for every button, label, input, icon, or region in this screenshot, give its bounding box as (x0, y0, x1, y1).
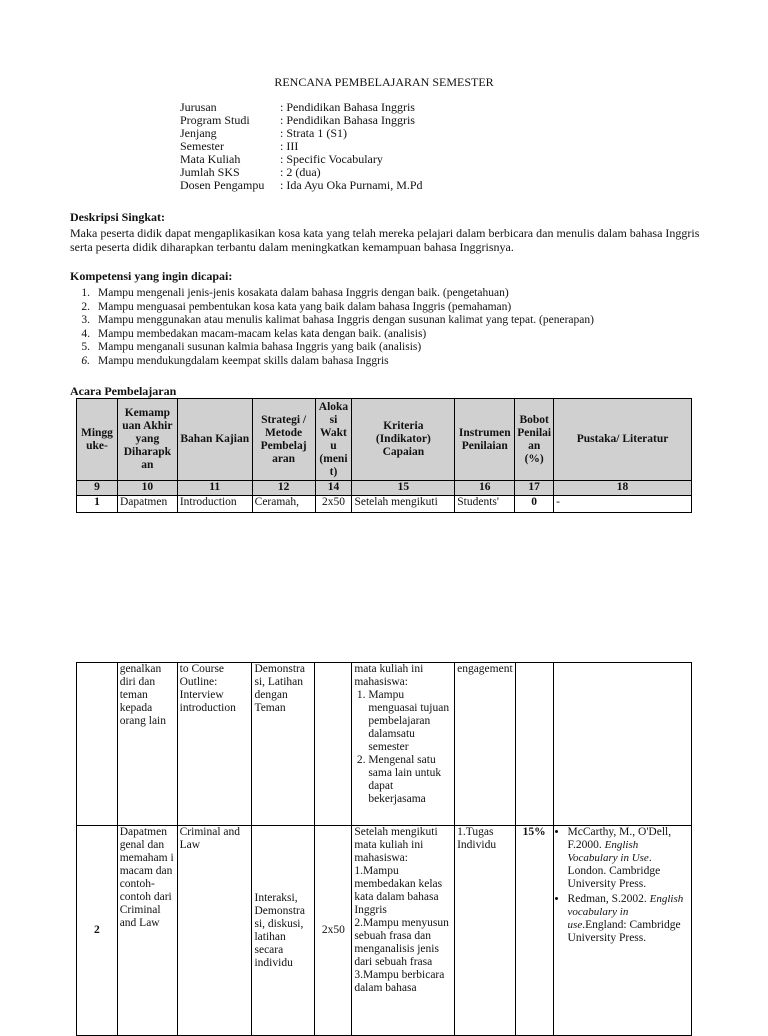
table-cell (553, 663, 691, 826)
table-cell: 15% (515, 826, 553, 1036)
reference-publisher: . London. Cambridge University Press. (567, 852, 661, 890)
list-text: Mampu mendukungdalam keempat skills dalam bahasa Inggris (98, 354, 389, 367)
table-cell (352, 663, 455, 826)
table-cell: engagement (455, 663, 516, 826)
column-header: Instrumen Penilaian (455, 399, 515, 481)
reference-item (568, 893, 689, 945)
info-label: Jenjang (180, 126, 217, 140)
table-cell (352, 826, 455, 1036)
table-cell: Interaksi, Demonstra si, diskusi, latihan secara individu (252, 826, 315, 1036)
list-item (70, 287, 594, 301)
cell-intro: mata kuliah ini mahasiswa: (354, 663, 424, 688)
column-header: Strategi / Metode Pembelaj aran (252, 399, 315, 481)
deskripsi-text: Maka peserta didik dapat mengaplikasikan kosa kata yang telah mereka pelajari dalam berbicara dan menulis dalam bahasa Inggris serta peserta didik diharapkan terbantu dalam meningkatkan kemampuan bahasa Inggrisnya. (70, 226, 700, 254)
info-row (180, 179, 423, 192)
acara-table-continued (76, 662, 692, 1036)
info-value: : Strata 1 (S1) (280, 126, 347, 140)
reference-list (556, 826, 689, 945)
info-label: Jumlah SKS (180, 165, 240, 179)
table-cell: 0 (515, 496, 554, 513)
column-header: Aloka si Wakt u (meni t) (315, 399, 352, 481)
list-item: 1.Mampu membedakan kelas kata dalam bahasa Inggris (354, 865, 443, 916)
column-number: 11 (177, 481, 252, 496)
info-value: : Ida Ayu Oka Purnami, M.Pd (280, 178, 423, 192)
table-cell: 2 (77, 826, 118, 1036)
table-cell: Ceramah, (252, 496, 315, 513)
table-cell (553, 826, 691, 1036)
column-number: 17 (515, 481, 554, 496)
info-label: Program Studi (180, 113, 250, 127)
cell-intro: Setelah mengikuti mata kuliah ini mahasiswa: (354, 826, 438, 864)
reference-item (568, 826, 689, 891)
column-number-row (77, 481, 692, 496)
document-title: RENCANA PEMBELAJARAN SEMESTER (274, 75, 494, 89)
table-cell: Demonstra si, Latihan dengan Teman (252, 663, 315, 826)
info-label: Jurusan (180, 100, 217, 114)
table-cell: to Course Outline: Interview introduction (177, 663, 252, 826)
table-cell: Introduction (177, 496, 252, 513)
table-cell: Students' (455, 496, 515, 513)
column-header: Bahan Kajian (177, 399, 252, 481)
info-value: : Pendidikan Bahasa Inggris (280, 113, 415, 127)
table-row (77, 496, 692, 513)
column-number: 15 (352, 481, 455, 496)
list-item (70, 301, 594, 315)
list-item (70, 341, 594, 355)
column-number: 9 (77, 481, 118, 496)
reference-title: English Vocabulary in Use (567, 839, 649, 864)
list-number: 3. (81, 314, 90, 326)
list-text: Mampu mengenali jenis-jenis kosakata dalam bahasa Inggris dengan baik. (pengetahuan) (98, 287, 509, 299)
info-value: : Specific Vocabulary (280, 152, 383, 166)
reference-author: McCarthy, M., O'Dell, F.2000. (567, 826, 672, 851)
kompetensi-heading: Kompetensi yang ingin dicapai: (70, 269, 233, 283)
reference-title: English vocabulary in use (567, 893, 684, 931)
column-number: 12 (252, 481, 315, 496)
info-value: : 2 (dua) (280, 165, 321, 179)
column-header: Kriteria (Indikator) Capaian (352, 399, 455, 481)
table-cell (515, 663, 553, 826)
list-number: 2. (81, 300, 90, 313)
list-number: 5. (81, 341, 90, 353)
list-text: Mampu menganali susunan kalmia bahasa Inggris yang baik (analisis) (98, 341, 422, 353)
table-cell: 1.Tugas Individu (455, 826, 516, 1036)
reference-author: Redman, S.2002. (567, 893, 647, 905)
table-row (77, 826, 692, 1036)
list-number: 1. (81, 287, 90, 299)
column-number: 18 (554, 481, 692, 496)
list-item (70, 355, 594, 369)
kompetensi-list (70, 287, 594, 368)
table-cell (77, 663, 118, 826)
table-cell: - (554, 496, 692, 513)
list-item: 1. Mampu menguasai tujuan pembelajaran dalamsatu semester (368, 689, 452, 754)
list-number: 4. (81, 327, 90, 340)
list-text: Mampu membedakan macam-macam kelas kata dengan baik. (analisis) (98, 327, 427, 340)
list-text: Mampu menguasai pembentukan kosa kata yang baik dalam bahasa Inggris (pemahaman) (98, 300, 512, 313)
column-header: Pustaka/ Literatur (554, 399, 692, 481)
list-item (70, 328, 594, 342)
table-cell: genalkan diri dan teman kepada orang lain (117, 663, 177, 826)
info-value: : Pendidikan Bahasa Inggris (280, 100, 415, 114)
list-item: 2.Mampu menyusun sebuah frasa dan menganalisis jenis dari sebuah frasa (354, 917, 449, 968)
column-number: 10 (117, 481, 177, 496)
table-header-row (77, 399, 692, 481)
column-header: Bobot Penilai an (%) (515, 399, 554, 481)
course-info (180, 101, 423, 192)
list-text: Mampu menggunakan atau menulis kalimat bahasa Inggris dengan susunan kalimat yang tepat. (penerapan) (98, 314, 594, 326)
deskripsi-heading: Deskripsi Singkat: (70, 210, 166, 224)
reference-publisher: .England: Cambridge University Press. (567, 919, 681, 944)
table-cell (315, 663, 352, 826)
criteria-list (354, 689, 452, 806)
table-cell: 1 (77, 496, 118, 513)
list-item: 3.Mampu berbicara dalam bahasa (354, 969, 445, 994)
info-label: Semester (180, 139, 224, 153)
column-number: 14 (315, 481, 352, 496)
column-header: Mingg uke- (77, 399, 118, 481)
acara-table (76, 398, 692, 513)
acara-heading: Acara Pembelajaran (70, 384, 177, 398)
column-number: 16 (455, 481, 515, 496)
table-cell: Dapatmen genal dan memaham i macam dan contoh-contoh dari Criminal and Law (117, 826, 177, 1036)
table-cell: 2x50 (315, 496, 352, 513)
list-number: 6. (81, 354, 90, 367)
table-cell: 2x50 (315, 826, 352, 1036)
column-header: Kemamp uan Akhir yang Diharapk an (117, 399, 177, 481)
info-label: Dosen Pengampu (180, 178, 265, 192)
list-item: 2. Mengenal satu sama lain untuk dapat bekerjasama (368, 754, 452, 806)
info-value: : III (280, 139, 299, 153)
table-row (77, 663, 692, 826)
table-cell: Setelah mengikuti (352, 496, 455, 513)
list-item (70, 314, 594, 328)
table-cell: Dapatmen (117, 496, 177, 513)
table-cell: Criminal and Law (177, 826, 252, 1036)
info-label: Mata Kuliah (180, 152, 241, 166)
